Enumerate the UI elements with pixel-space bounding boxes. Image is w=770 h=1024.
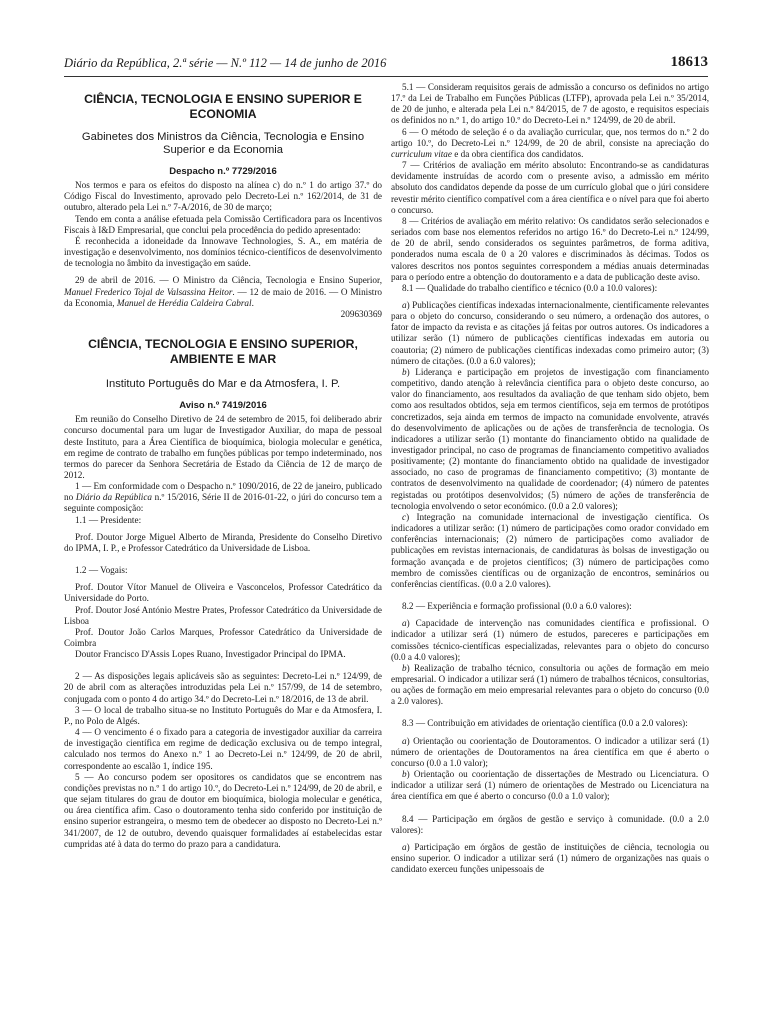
paragraph: Doutor Francisco D'Assis Lopes Ruano, Investigador Principal do IPMA. bbox=[75, 649, 346, 660]
paragraph: 6 — O método de seleção é o da avaliação curricular, que, nos termos do n.º 2 do artigo 10.º, do Decreto-Lei n.º 124/99, de 20 de abril, consiste na apreciação do curriculum vitae e da obra científica dos candidatos. bbox=[391, 126, 709, 159]
list-item: a) Participação em órgãos de gestão de instituições de ciência, tecnologia ou ensino superior. O indicador a utilizar será (1) número de organizações nas quais o candidato exerceu funções unipessoais de bbox=[391, 841, 709, 875]
list-item: a) Publicações científicas indexadas internacionalmente, cientificamente relevantes para o objeto do concurso, considerando o seu número, a ordenação dos autores, o fator de impacto da revista e as citações já feitas por outros autores. Os indicadores a utilizar serão (1) número de publicações científicas indexadas em autoria ou coautoria; (2) número de publicações científicas indexadas como primeiro autor; (3) número de citações. (0.0 a 6.0 valores); bbox=[391, 299, 709, 366]
paragraph: Prof. Doutor Vítor Manuel de Oliveira e Vasconcelos, Professor Catedrático da Universidade do Porto. bbox=[64, 582, 382, 604]
list-item: a) Capacidade de intervenção nas comunidades científica e profissional. O indicador a utilizar será (1) número de estudos, pareceres e participações em comissões técnico-científicas especializadas, relevantes para o objeto do concurso (0.0 a 4.0 valores); bbox=[391, 618, 709, 662]
paragraph: 3 — O local de trabalho situa-se no Instituto Português do Mar e da Atmosfera, I. P., no Polo de Algés. bbox=[64, 704, 382, 726]
paragraph: Prof. Doutor João Carlos Marques, Professor Catedrático da Universidade de Coimbra bbox=[64, 626, 382, 648]
despacho-title: Despacho n.º 7729/2016 bbox=[169, 166, 277, 177]
section-subtitle-2: Instituto Português do Mar e da Atmosfera, I. P. bbox=[105, 378, 341, 391]
left-column bbox=[64, 82, 382, 850]
paragraph: 1.2 — Vogais: bbox=[75, 565, 128, 576]
paragraph: 1.1 — Presidente: bbox=[75, 514, 142, 525]
paragraph: 1 — Em conformidade com o Despacho n.º 1090/2016, de 22 de janeiro, publicado no Diário da República n.º 15/2016, Série II de 2016-01-22, o júri do concurso tem a seguinte composição: bbox=[64, 481, 382, 514]
paragraph: 8.2 — Experiência e formação profissional (0.0 a 6.0 valores): bbox=[402, 601, 632, 612]
page-header bbox=[64, 54, 708, 77]
paragraph: 8.1 — Qualidade do trabalho científico e técnico (0.0 a 10.0 valores): bbox=[402, 282, 658, 293]
right-column bbox=[391, 82, 709, 875]
document-reference: 209630369 bbox=[340, 308, 382, 319]
paragraph: Em reunião do Conselho Diretivo de 24 de setembro de 2015, foi deliberado abrir concurso documental para um lugar de Investigador Auxiliar, do mapa de pessoal deste Instituto, para a Área Científica de bioquímica, biologia molecular e genética, em regime de contrato de trabalho em funções públicas por tempo indeterminado, nos termos do parecer da Senhora Secretária de Estado da Ciência de 12 de março de 2012. bbox=[64, 414, 382, 480]
paragraph: Prof. Doutor José António Mestre Prates, Professor Catedrático da Universidade de Lisboa bbox=[64, 604, 382, 626]
paragraph: 5 — Ao concurso podem ser opositores os candidatos que se encontrem nas condições previstas no n.º 1 do artigo 10.º, do Decreto-Lei n.º 124/99, de 20 de abril, e que sejam titulares do grau de doutor em bioquímica, biologia molecular e genética, ou área científica afim. Caso o doutoramento tenha sido conferido por instituição de ensino superior estrangeira, o mesmo tem de obedecer ao disposto no Decreto-Lei n.º 341/2007, de 12 de outubro, devendo quaisquer formalidades aí estabelecidas estar cumpridas até à data do termo do prazo para a candidatura. bbox=[64, 771, 382, 849]
paragraph: Nos termos e para os efeitos do disposto na alínea c) do n.º 1 do artigo 37.º do Código Fiscal do Investimento, aprovado pelo Decreto-Lei n.º 162/2014, de 31 de outubro, alterado pela Lei n.º 7-A/2016, de 30 de março; bbox=[64, 180, 382, 213]
journal-title: Diário da República, 2.ª série — N.º 112 — 14 de junho de 2016 bbox=[64, 56, 387, 70]
paragraph: Tendo em conta a análise efetuada pela Comissão Certificadora para os Incentivos Fiscais à I&D Empresarial, que conclui pela procedência do pedido apresentado: bbox=[64, 213, 382, 235]
list-item: c) Integração na comunidade internacional de investigação científica. Os indicadores a utilizar serão: (1) número de participações como orador convidado em conferências internacionais; (2) número de participações como avaliador de publicações em revistas internacionais, de candidaturas às bolsas de investigação ou formação avançada e de projetos científicos; (3) número de participações como membro de comissões científicas ou de organização de encontros, seminários ou conferências científicas. (0.0 a 2.0 valores). bbox=[391, 511, 709, 589]
list-item: b) Liderança e participação em projetos de investigação com financiamento competitivo, dando atenção à relevância científica para o objeto deste concurso, ao valor do financiamento, aos resultados da avaliação de que tenham sido objeto, bem como aos resultados obtidos, seja em termos científicos, seja em termos de protótipos concretizados, seja ainda em termos de impacto na comunidade envolvente, através do desenvolvimento de aplicações ou de ações de transferência de tecnologia. Os indicadores a utilizar serão (1) montante do financiamento obtido na qualidade de investigador principal, no caso de programas de financiamento competitivo avaliados positivamente; (2) montante do financiamento obtido na qualidade de investigador associado, no caso de programas de financiamento competitivo; (3) montante de contratos de desenvolvimento na qualidade de coordenador; (4) número de patentes registadas ou protótipos desenvolvidos; (5) número de ações de transferência de tecnologia envolvendo o setor económico. (0.0 a 2.0 valores); bbox=[391, 366, 709, 511]
paragraph: 8 — Critérios de avaliação em mérito relativo: Os candidatos serão selecionados e seriados com base nos elementos referidos no artigo 16.º do Decreto-Lei n.º 124/99, de 20 de abril, sendo considerados os seguintes parâmetros, de forma aditiva, ponderados numa escala de 0 a 20 valores e discriminados às décimas. Todos os valores descritos nos pontos seguintes correspondem a médias anuais determinadas para o período entre a obtenção do doutoramento e a data de publicação deste aviso. bbox=[391, 215, 709, 282]
section-title-2: CIÊNCIA, TECNOLOGIA E ENSINO SUPERIOR, AMBIENTE E MAR bbox=[88, 337, 358, 366]
signature-paragraph: 29 de abril de 2016. — O Ministro da Ciência, Tecnologia e Ensino Superior, Manuel Frederico Tojal de Valsassina Heitor. — 12 de maio de 2016. — O Ministro da Economia, Manuel de Herédia Caldeira Cabral. bbox=[64, 275, 382, 308]
page-number: 18613 bbox=[670, 54, 708, 70]
paragraph: Prof. Doutor Jorge Miguel Alberto de Miranda, Presidente do Conselho Diretivo do IPMA, I. P., e Professor Catedrático da Universidade de Lisboa. bbox=[64, 531, 382, 553]
paragraph: 4 — O vencimento é o fixado para a categoria de investigador auxiliar da carreira de investigação científica em regime de dedicação exclusiva ou de tempo integral, calculado nos termos do Anexo n.º 1 ao Decreto-Lei n.º 124/99, de 20 de abril, correspondente ao escalão 1, índice 195. bbox=[64, 727, 382, 771]
paragraph: 5.1 — Consideram requisitos gerais de admissão a concurso os definidos no artigo 17.º da Lei de Trabalho em Funções Públicas (LTFP), aprovada pela Lei n.º 35/2014, de 20 de junho, e alterada pela Lei n.º 84/2015, de 7 de agosto, e requisitos especiais os definidos no n.º 1, do artigo 10.º do Decreto-Lei n.º 124/99, de 20 de abril. bbox=[391, 82, 709, 126]
paragraph: 2 — As disposições legais aplicáveis são as seguintes: Decreto-Lei n.º 124/99, de 20 de abril com as alterações introduzidas pela Lei n.º 157/99, de 14 de setembro, conjugada com o ponto 4 do artigo 34.º do Decreto-Lei n.º 18/2016, de 13 de abril. bbox=[64, 671, 382, 704]
list-item: b) Realização de trabalho técnico, consultoria ou ações de formação em meio empresarial. O indicador a utilizar será (1) número de trabalhos técnicos, consultorias, ou ações de formação em meio empresarial relevantes para o objeto do concurso (0.0 a 2.0 valores). bbox=[391, 662, 709, 707]
paragraph: 8.4 — Participação em órgãos de gestão e serviço à comunidade. (0.0 a 2.0 valores): bbox=[391, 813, 709, 835]
list-item: a) Orientação ou coorientação de Doutoramentos. O indicador a utilizar será (1) número de orientações de Doutoramentos na área científica em que é aberto o concurso (0.0 a 1.0 valor); bbox=[391, 735, 709, 768]
section-subtitle-1: Gabinetes dos Ministros da Ciência, Tecnologia e Ensino Superior e da Economia bbox=[81, 131, 365, 156]
paragraph: 8.3 — Contribuição em atividades de orientação científica (0.0 a 2.0 valores): bbox=[402, 718, 688, 729]
paragraph: 7 — Critérios de avaliação em mérito absoluto: Encontrando-se as candidaturas devidamente instruídas de acordo com o presente aviso, a admissão em mérito absoluto dos candidatos depende da posse de um currículo global que o júri considere revestir mérito científico compatível com a área científica e o nível para que foi aberto o concurso. bbox=[391, 160, 709, 215]
list-item: b) Orientação ou coorientação de dissertações de Mestrado ou Licenciatura. O indicador a utilizar será (1) número de orientações de Mestrado ou Licenciatura na área científica em que é aberto o concurso (0.0 a 1.0 valor); bbox=[391, 769, 709, 802]
section-title-1: CIÊNCIA, TECNOLOGIA E ENSINO SUPERIOR E ECONOMIA bbox=[84, 92, 362, 121]
paragraph: É reconhecida a idoneidade da Innowave Technologies, S. A., em matéria de investigação e desenvolvimento, nos domínios técnico-científicos de desenvolvimento de tecnologia no âmbito da investigação em saúde. bbox=[64, 235, 382, 269]
aviso-title: Aviso n.º 7419/2016 bbox=[179, 400, 267, 412]
